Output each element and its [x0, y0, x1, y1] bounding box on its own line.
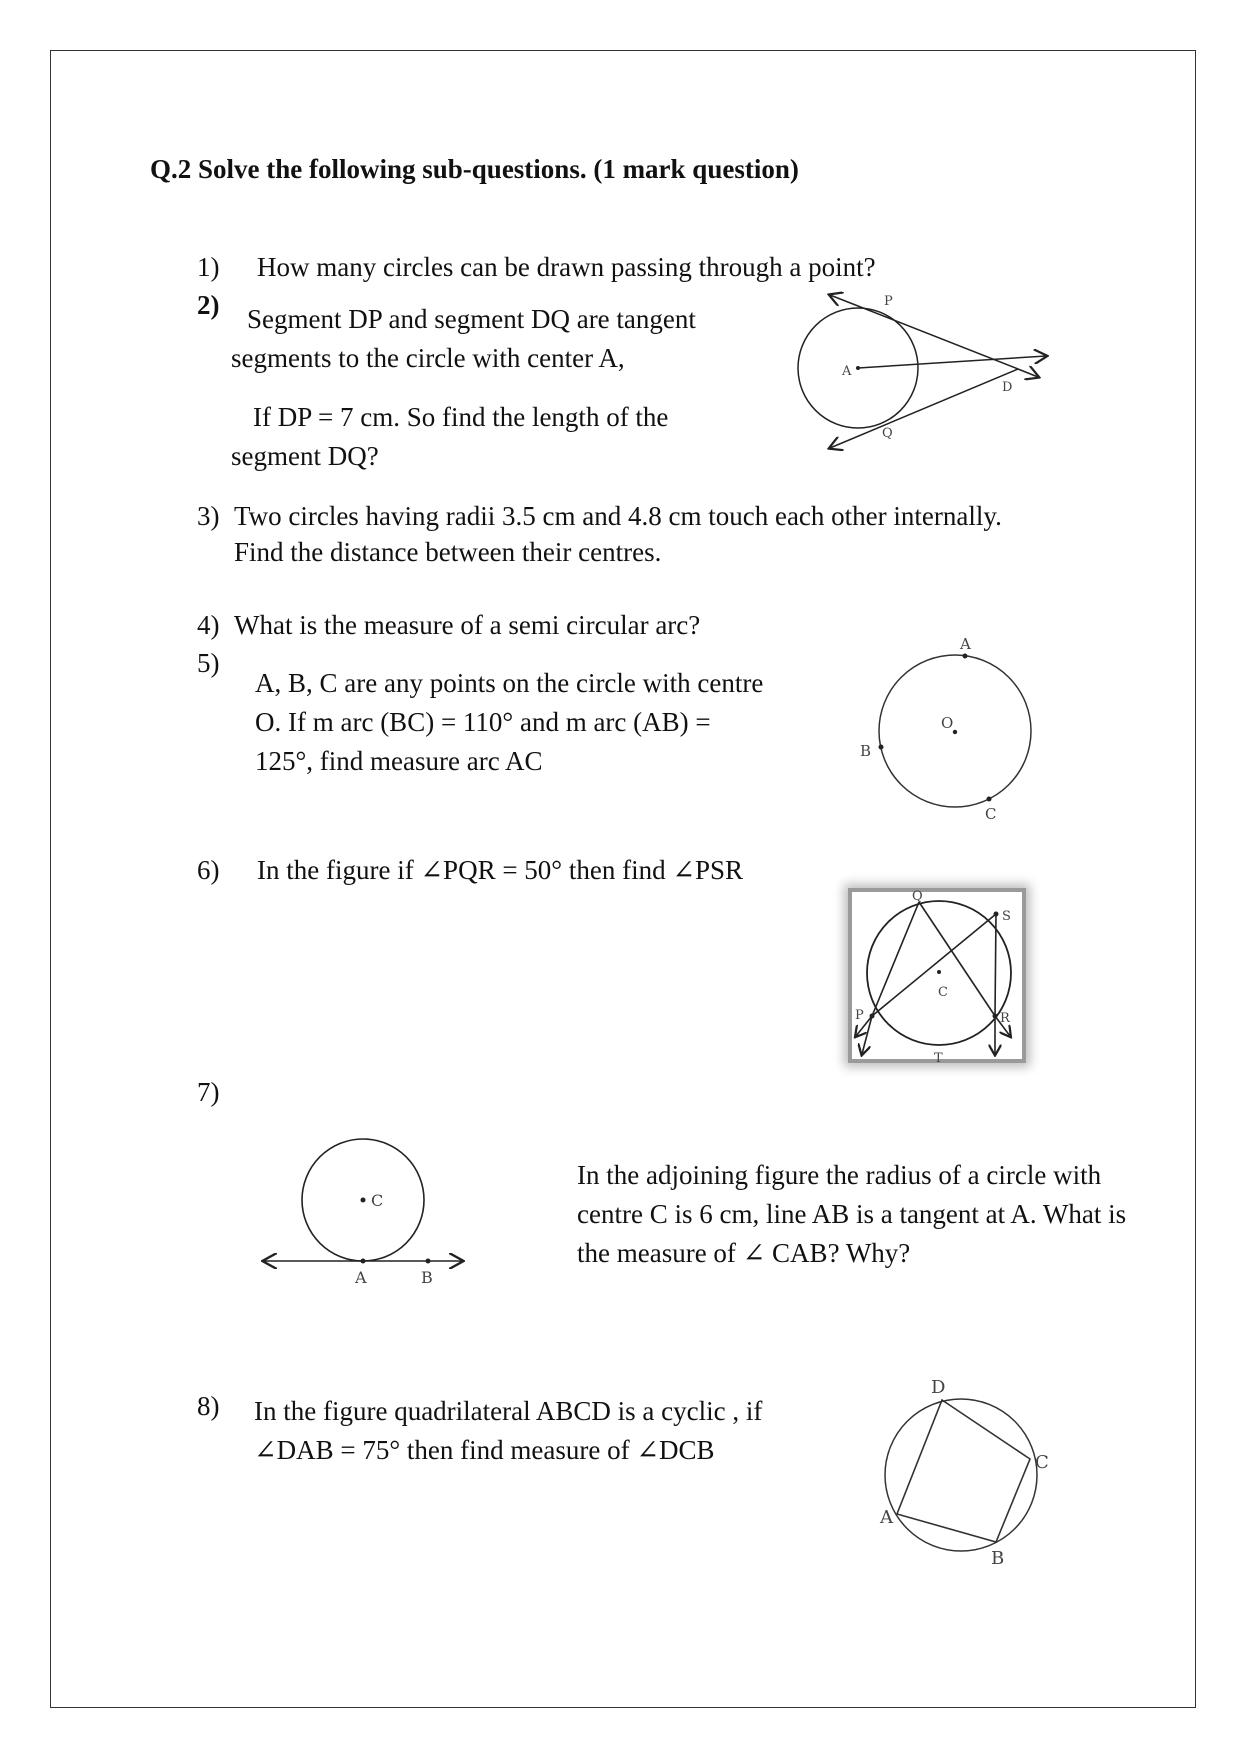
label-p: P	[855, 1008, 864, 1023]
label-t: T	[934, 1051, 943, 1066]
label-c: C	[985, 805, 997, 822]
figure-tangent-line	[250, 1135, 480, 1295]
label-c: C	[371, 1191, 384, 1210]
q1-number: 1)	[197, 252, 220, 282]
label-q: Q	[882, 426, 893, 441]
q5-line-1: A, B, C are any points on the circle with centre	[255, 668, 764, 698]
q2-line-1: Segment DP and segment DQ are tangent	[247, 304, 696, 334]
q6-number: 6)	[197, 855, 220, 885]
chord-qp	[872, 902, 919, 1016]
figure-cyclic-quadrilateral	[865, 1375, 1065, 1570]
figure-tangents	[790, 283, 1060, 463]
q2-number: 2)	[197, 290, 220, 320]
q7-line-2: centre C is 6 cm, line AB is a tangent at A. What is	[577, 1199, 1127, 1229]
tangent-dq	[830, 369, 1018, 448]
q2-line-4: segment DQ?	[231, 441, 379, 471]
label-d: D	[1002, 380, 1013, 395]
label-b: B	[991, 1548, 1005, 1569]
label-a: A	[960, 635, 971, 653]
q2-line-2: segments to the circle with center A,	[231, 343, 625, 373]
q1-text: How many circles can be drawn passing through a point?	[257, 252, 876, 282]
point-b	[426, 1259, 431, 1264]
label-b: B	[860, 742, 872, 760]
point-a	[963, 654, 968, 659]
point-c	[987, 797, 992, 802]
point-o	[953, 730, 957, 734]
label-r: R	[1000, 1011, 1010, 1026]
chord-sp	[872, 914, 996, 1016]
q3-line-1: Two circles having radii 3.5 cm and 4.8 cm touch each other internally.	[234, 501, 1002, 531]
q5-number: 5)	[197, 648, 220, 678]
q5-line-2: O. If m arc (BC) = 110° and m arc (AB) =	[255, 707, 711, 737]
q7-line-1: In the adjoining figure the radius of a circle with	[577, 1160, 1102, 1190]
label-q: Q	[912, 889, 923, 904]
q4-text: What is the measure of a semi circular arc?	[234, 610, 701, 640]
q4-number: 4)	[197, 610, 220, 640]
q6-text: In the figure if ∠PQR = 50° then find ∠PSR	[257, 855, 743, 885]
label-b: B	[421, 1268, 433, 1287]
q8-line-2: ∠DAB = 75° then find measure of ∠DCB	[254, 1435, 715, 1465]
section-heading: Q.2 Solve the following sub-questions. (1 mark question)	[150, 154, 799, 184]
label-c: C	[1035, 1452, 1049, 1473]
q3-line-2: Find the distance between their centres.	[234, 537, 662, 567]
tangent-dp	[830, 295, 1018, 369]
figure-inscribed-angles	[852, 886, 1027, 1066]
point-b	[879, 745, 884, 750]
point-a	[361, 1259, 366, 1264]
q8-number: 8)	[197, 1391, 220, 1421]
label-c: C	[938, 985, 948, 1000]
point-c	[361, 1198, 366, 1203]
q3-number: 3)	[197, 501, 220, 531]
figure-arcs	[855, 632, 1040, 822]
q7-number: 7)	[197, 1077, 220, 1107]
label-s: S	[1002, 909, 1011, 924]
circle	[885, 1399, 1037, 1551]
label-a: A	[880, 1507, 893, 1528]
q8-line-1: In the figure quadrilateral ABCD is a cyclic , if	[254, 1396, 763, 1426]
q2-line-3: If DP = 7 cm. So find the length of the	[253, 402, 669, 432]
label-a: A	[842, 364, 852, 379]
label-d: D	[931, 1377, 946, 1398]
chord-qr	[919, 902, 995, 1016]
chord-sr	[995, 914, 996, 1016]
quadrilateral-abcd	[897, 1400, 1030, 1542]
label-a: A	[355, 1268, 367, 1287]
label-p: P	[884, 294, 893, 309]
q5-line-3: 125°, find measure arc AC	[255, 746, 543, 776]
q7-line-3: the measure of ∠ CAB? Why?	[577, 1238, 911, 1268]
label-o: O	[941, 714, 954, 732]
line-ad	[858, 356, 1046, 368]
